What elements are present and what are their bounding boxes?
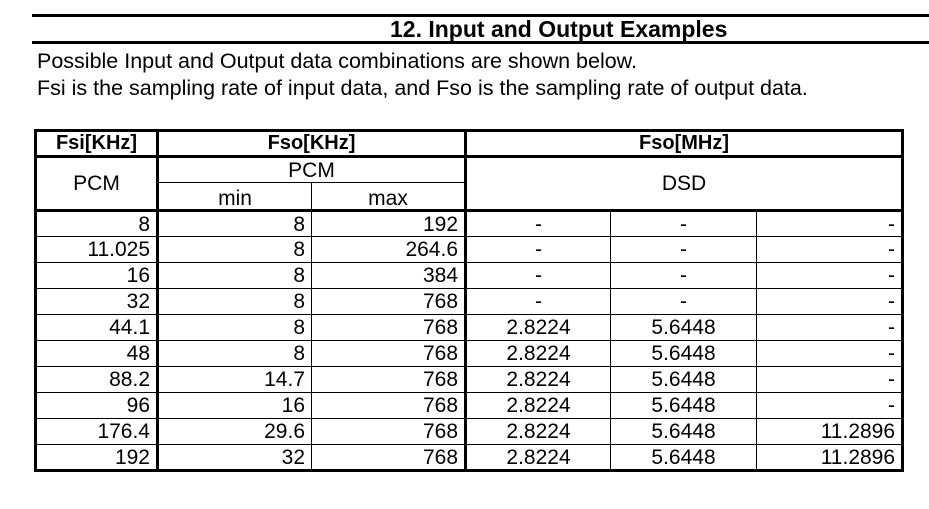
cell-dsd-2: - xyxy=(611,237,757,263)
cell-dsd-2: 5.6448 xyxy=(611,419,757,445)
cell-dsd-2: - xyxy=(611,289,757,315)
cell-dsd-2: 5.6448 xyxy=(611,315,757,341)
cell-dsd-2: - xyxy=(611,263,757,289)
table-row xyxy=(36,289,903,315)
intro-text xyxy=(37,48,808,102)
table-row xyxy=(36,367,903,393)
cell-fsi: 32 xyxy=(36,289,158,315)
table-row xyxy=(36,237,903,263)
cell-fso-max: 768 xyxy=(312,367,466,393)
subheader-pcm-out: PCM xyxy=(158,157,466,183)
cell-dsd-1: - xyxy=(466,289,611,315)
section-title: 12. Input and Output Examples xyxy=(390,16,728,42)
subheader-dsd: DSD xyxy=(466,157,903,211)
header-fso-mhz: Fso[MHz] xyxy=(466,131,903,157)
cell-dsd-3: - xyxy=(757,211,903,237)
cell-fso-min: 8 xyxy=(158,341,312,367)
cell-fsi: 16 xyxy=(36,263,158,289)
cell-fso-max: 768 xyxy=(312,289,466,315)
cell-fso-min: 8 xyxy=(158,211,312,237)
cell-fsi: 192 xyxy=(36,445,158,471)
header-row xyxy=(36,131,903,157)
cell-dsd-2: 5.6448 xyxy=(611,393,757,419)
cell-dsd-1: 2.8224 xyxy=(466,445,611,471)
cell-fso-max: 264.6 xyxy=(312,237,466,263)
table-row xyxy=(36,393,903,419)
subheader-min: min xyxy=(158,183,312,211)
cell-fsi: 88.2 xyxy=(36,367,158,393)
table-row xyxy=(36,211,903,237)
cell-dsd-1: 2.8224 xyxy=(466,367,611,393)
table-row xyxy=(36,445,903,471)
cell-fso-min: 16 xyxy=(158,393,312,419)
cell-fsi: 11.025 xyxy=(36,237,158,263)
cell-dsd-3: - xyxy=(757,237,903,263)
cell-dsd-1: - xyxy=(466,211,611,237)
cell-dsd-2: - xyxy=(611,211,757,237)
intro-line-2: Fsi is the sampling rate of input data, and Fso is the sampling rate of output data. xyxy=(37,76,808,100)
subheader-pcm-in: PCM xyxy=(36,157,158,211)
cell-fso-min: 32 xyxy=(158,445,312,471)
cell-dsd-3: - xyxy=(757,393,903,419)
cell-dsd-2: 5.6448 xyxy=(611,341,757,367)
subheader-max: max xyxy=(312,183,466,211)
cell-dsd-1: 2.8224 xyxy=(466,419,611,445)
cell-fso-min: 14.7 xyxy=(158,367,312,393)
cell-dsd-3: - xyxy=(757,341,903,367)
cell-fso-max: 192 xyxy=(312,211,466,237)
table-row xyxy=(36,419,903,445)
cell-fso-min: 8 xyxy=(158,237,312,263)
table-body xyxy=(36,211,903,471)
cell-dsd-1: - xyxy=(466,263,611,289)
header-fsi: Fsi[KHz] xyxy=(36,131,158,157)
table-row xyxy=(36,315,903,341)
cell-dsd-3: - xyxy=(757,315,903,341)
subheader-row-1 xyxy=(36,157,903,183)
sampling-rate-table xyxy=(34,129,904,472)
cell-dsd-1: 2.8224 xyxy=(466,341,611,367)
cell-dsd-1: 2.8224 xyxy=(466,393,611,419)
section-header xyxy=(32,14,929,44)
cell-dsd-3: - xyxy=(757,367,903,393)
intro-line-1: Possible Input and Output data combinations are shown below. xyxy=(37,49,637,73)
cell-fsi: 176.4 xyxy=(36,419,158,445)
header-fso-khz: Fso[KHz] xyxy=(158,131,466,157)
cell-dsd-1: - xyxy=(466,237,611,263)
cell-dsd-1: 2.8224 xyxy=(466,315,611,341)
cell-fsi: 44.1 xyxy=(36,315,158,341)
cell-fso-max: 768 xyxy=(312,419,466,445)
cell-fso-min: 8 xyxy=(158,289,312,315)
table-row xyxy=(36,341,903,367)
cell-fso-min: 8 xyxy=(158,315,312,341)
cell-fso-max: 768 xyxy=(312,393,466,419)
cell-fso-min: 8 xyxy=(158,263,312,289)
cell-fso-min: 29.6 xyxy=(158,419,312,445)
cell-fso-max: 768 xyxy=(312,445,466,471)
cell-dsd-3: - xyxy=(757,289,903,315)
cell-dsd-2: 5.6448 xyxy=(611,367,757,393)
table-row xyxy=(36,263,903,289)
cell-dsd-3: - xyxy=(757,263,903,289)
cell-dsd-3: 11.2896 xyxy=(757,445,903,471)
cell-fso-max: 384 xyxy=(312,263,466,289)
cell-fsi: 8 xyxy=(36,211,158,237)
cell-dsd-3: 11.2896 xyxy=(757,419,903,445)
cell-fso-max: 768 xyxy=(312,341,466,367)
cell-dsd-2: 5.6448 xyxy=(611,445,757,471)
cell-fsi: 48 xyxy=(36,341,158,367)
cell-fso-max: 768 xyxy=(312,315,466,341)
cell-fsi: 96 xyxy=(36,393,158,419)
